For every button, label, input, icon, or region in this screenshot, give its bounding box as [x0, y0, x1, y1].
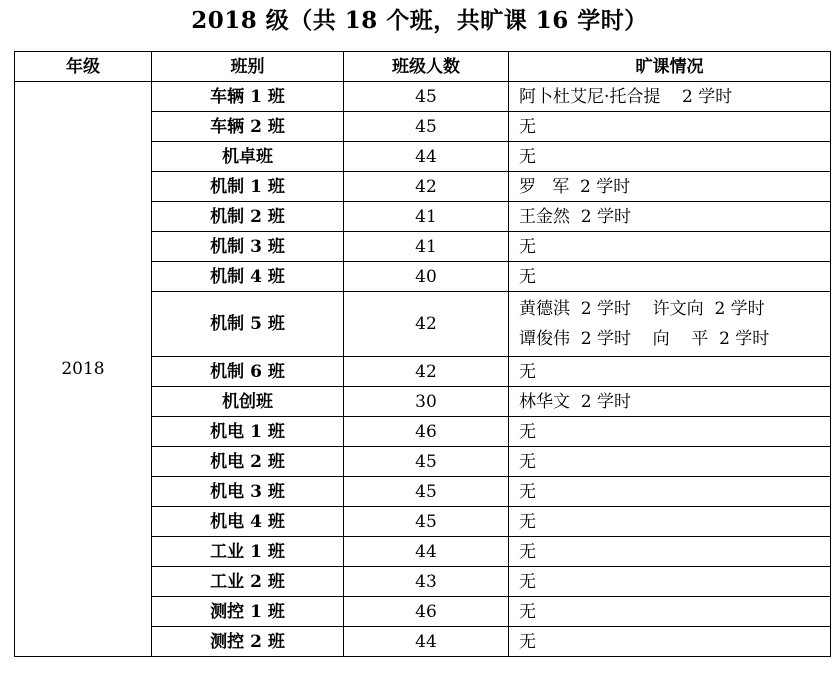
- absence-line: 林华文 2 学时: [519, 391, 632, 412]
- class-count-cell: 44: [344, 627, 509, 657]
- absence-line: 无: [519, 236, 536, 257]
- header-count: 班级人数: [344, 52, 509, 82]
- header-class: 班别: [152, 52, 344, 82]
- class-count-cell: 45: [344, 447, 509, 477]
- class-count-cell: 43: [344, 567, 509, 597]
- absence-cell: [509, 447, 831, 477]
- class-name-cell: 机制 2 班: [152, 202, 344, 232]
- absence-line: 无: [519, 451, 536, 472]
- class-name-cell: 工业 2 班: [152, 567, 344, 597]
- class-name-cell: 机创班: [152, 387, 344, 417]
- class-count-cell: 42: [344, 172, 509, 202]
- class-count-cell: 40: [344, 262, 509, 292]
- header-row: [15, 52, 831, 82]
- class-name-cell: 机电 2 班: [152, 447, 344, 477]
- class-count-cell: 44: [344, 537, 509, 567]
- class-count-cell: 45: [344, 477, 509, 507]
- class-name-cell: 机电 1 班: [152, 417, 344, 447]
- class-name-cell: 测控 2 班: [152, 627, 344, 657]
- header-grade: 年级: [15, 52, 152, 82]
- class-name-cell: 机制 3 班: [152, 232, 344, 262]
- absence-line: 无: [519, 146, 536, 167]
- page-title: 2018 级（共 18 个班，共旷课 16 学时）: [191, 7, 648, 34]
- class-name-cell: 测控 1 班: [152, 597, 344, 627]
- class-name-cell: 工业 1 班: [152, 537, 344, 567]
- absence-cell: [509, 292, 831, 357]
- class-count-cell: 41: [344, 202, 509, 232]
- absence-line: 无: [519, 116, 536, 137]
- class-count-cell: 46: [344, 417, 509, 447]
- absence-cell: [509, 477, 831, 507]
- absence-line: 无: [519, 481, 536, 502]
- class-count-cell: 45: [344, 82, 509, 112]
- class-name-cell: 车辆 1 班: [152, 82, 344, 112]
- grade-cell: 2018: [15, 82, 152, 657]
- table-body: [15, 82, 831, 657]
- absence-line: 王金然 2 学时: [519, 206, 632, 227]
- table-row: [15, 82, 831, 112]
- absence-line: 无: [519, 421, 536, 442]
- absence-cell: [509, 232, 831, 262]
- class-count-cell: 41: [344, 232, 509, 262]
- class-name-cell: 机制 5 班: [152, 292, 344, 357]
- absence-line: 无: [519, 631, 536, 652]
- absence-line: 谭俊伟 2 学时 向 平 2 学时: [519, 329, 770, 349]
- class-count-cell: 45: [344, 112, 509, 142]
- absence-cell: [509, 112, 831, 142]
- absence-cell: [509, 262, 831, 292]
- absence-cell: [509, 142, 831, 172]
- class-name-cell: 机制 6 班: [152, 357, 344, 387]
- absence-cell: [509, 507, 831, 537]
- class-name-cell: 机电 4 班: [152, 507, 344, 537]
- absence-line: 阿卜杜艾尼·托合提 2 学时: [519, 86, 733, 107]
- absence-line: 无: [519, 541, 536, 562]
- header-absence: 旷课情况: [509, 52, 831, 82]
- absence-line: 罗 军 2 学时: [519, 176, 631, 197]
- absence-cell: [509, 82, 831, 112]
- class-count-cell: 46: [344, 597, 509, 627]
- absence-line: 无: [519, 266, 536, 287]
- absence-cell: [509, 387, 831, 417]
- absence-cell: [509, 357, 831, 387]
- absence-cell: [509, 597, 831, 627]
- absence-line: 无: [519, 601, 536, 622]
- class-name-cell: 车辆 2 班: [152, 112, 344, 142]
- class-count-cell: 44: [344, 142, 509, 172]
- class-count-cell: 42: [344, 292, 509, 357]
- absence-cell: [509, 627, 831, 657]
- absence-cell: [509, 202, 831, 232]
- absence-line: 无: [519, 511, 536, 532]
- class-count-cell: 42: [344, 357, 509, 387]
- class-count-cell: 45: [344, 507, 509, 537]
- absence-cell: [509, 537, 831, 567]
- absence-cell: [509, 172, 831, 202]
- class-name-cell: 机电 3 班: [152, 477, 344, 507]
- absence-line: 黄德淇 2 学时 许文向 2 学时: [519, 299, 765, 319]
- absence-table: [14, 51, 831, 657]
- class-name-cell: 机卓班: [152, 142, 344, 172]
- absence-cell: [509, 567, 831, 597]
- absence-cell: [509, 417, 831, 447]
- class-name-cell: 机制 4 班: [152, 262, 344, 292]
- absence-line: 无: [519, 571, 536, 592]
- class-count-cell: 30: [344, 387, 509, 417]
- class-name-cell: 机制 1 班: [152, 172, 344, 202]
- absence-line: 无: [519, 361, 536, 382]
